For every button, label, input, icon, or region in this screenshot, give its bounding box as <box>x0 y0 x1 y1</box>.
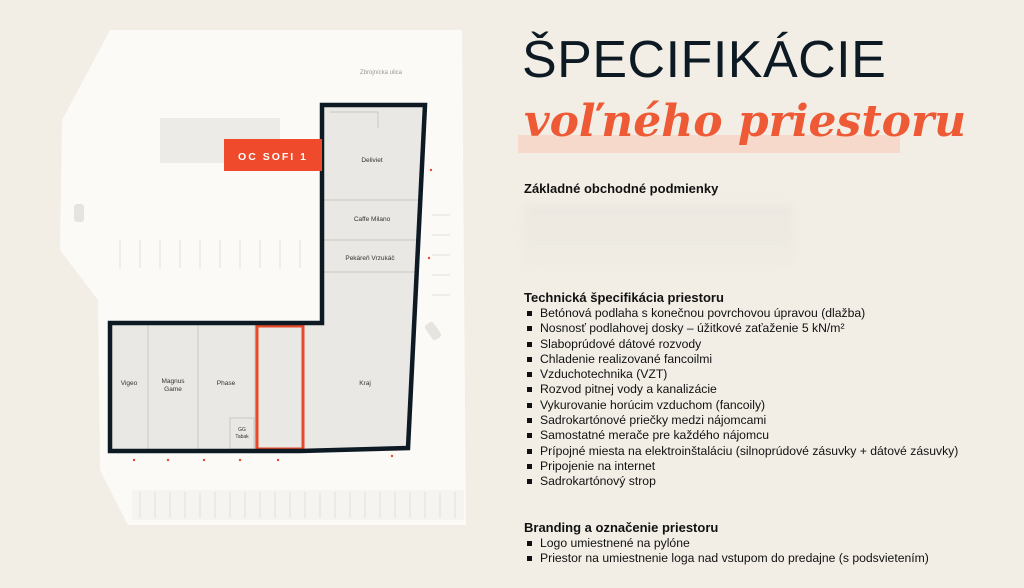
unit-label-magnus-1: Magnus <box>161 378 185 385</box>
unit-label-phase: Phase <box>216 380 236 387</box>
list-item: Pripojenie na internet <box>524 459 958 474</box>
branding-title: Branding a označenie priestoru <box>524 520 719 535</box>
list-item: Nosnosť podlahovej dosky – úžitkové zaťaženie 5 kN/m² <box>524 321 958 336</box>
basic-conditions-title: Základné obchodné podmienky <box>524 181 719 196</box>
tech-spec-list <box>524 306 958 490</box>
list-item: Betónová podlaha s konečnou povrchovou úpravou (dlažba) <box>524 306 958 321</box>
unit-label-gg-2: Tabak <box>235 434 249 440</box>
list-item: Vykurovanie horúcim vzduchom (fancoily) <box>524 398 958 413</box>
page-title: ŠPECIFIKÁCIE <box>522 31 887 89</box>
unit-label-pekaren: Pekáreň Vrzukáč <box>345 255 395 262</box>
unit-label-kraj: Kraj <box>359 380 371 387</box>
list-item: Sadrokartónové priečky medzi nájomcami <box>524 413 958 428</box>
unit-label-deliviet: Deliviet <box>361 157 383 164</box>
list-item: Vzduchotechnika (VZT) <box>524 367 958 382</box>
street-label: Zbrojnícka ulica <box>360 70 403 76</box>
unit-label-magnus-2: Game <box>164 386 182 393</box>
branding-list <box>524 536 929 567</box>
mall-badge-label: OC SOFI 1 <box>238 151 308 163</box>
unit-label-vigeo: Vigeo <box>120 380 138 387</box>
page-subtitle: voľného priestoru <box>524 96 967 147</box>
tech-spec-title: Technická špecifikácia priestoru <box>524 290 724 305</box>
list-item: Slaboprúdové dátové rozvody <box>524 337 958 352</box>
list-item: Logo umiestnené na pylóne <box>524 536 929 551</box>
unit-label-caffe-milano: Caffe Milano <box>353 216 391 223</box>
list-item: Priestor na umiestnenie loga nad vstupom do predajne (s podsvietením) <box>524 551 929 566</box>
list-item: Sadrokartónový strop <box>524 474 958 489</box>
site-map <box>0 0 480 588</box>
list-item: Rozvod pitnej vody a kanalizácie <box>524 382 958 397</box>
parking-lot <box>132 490 464 520</box>
list-item: Samostatné merače pre každého nájomcu <box>524 428 958 443</box>
blurred-conditions <box>524 205 794 265</box>
unit-label-gg-1: GG <box>238 427 246 433</box>
list-item: Chladenie realizované fancoilmi <box>524 352 958 367</box>
list-item: Prípojné miesta na elektroinštaláciu (silnoprúdové zásuvky + dátové zásuvky) <box>524 444 958 459</box>
car-shape <box>74 204 84 222</box>
